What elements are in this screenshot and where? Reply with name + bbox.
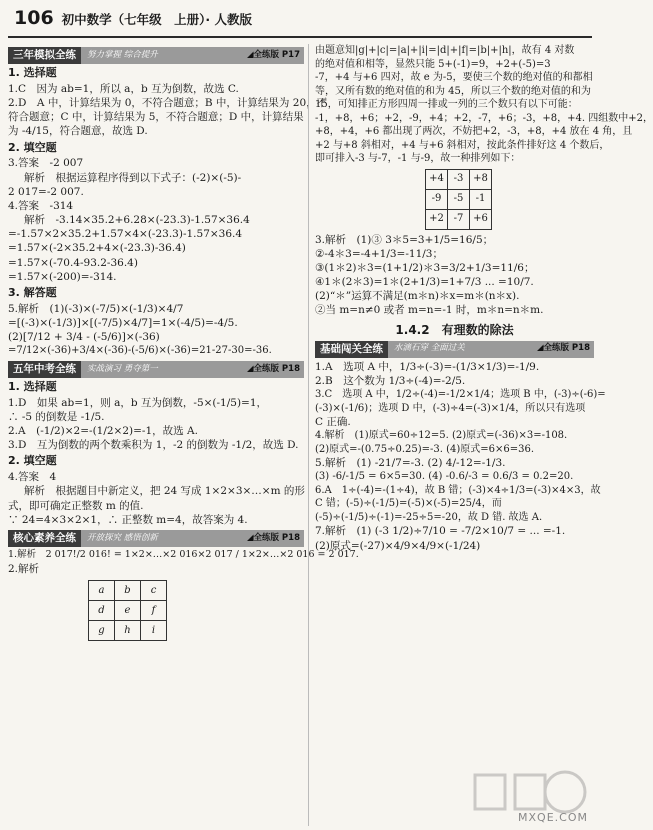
section-heading: 2. 填空题: [8, 454, 57, 468]
answer-line: 1.D 如果 ab=1，则 a，b 互为倒数，-5×(-1/5)=1，: [8, 396, 268, 409]
answer-line: 15，可知排正方形四周一排或一列的三个数只有以下可能：: [315, 99, 578, 110]
grid-cell: f: [141, 600, 167, 620]
section-heading: 1. 选择题: [8, 66, 57, 79]
band-ref: ◢全练版 P17: [246, 49, 300, 60]
answer-line: (2)“＊”运算不满足(m＊n)＊x=m＊(n＊x).: [315, 290, 520, 303]
grid-cell: -7: [448, 209, 470, 229]
band-subtitle: 水滴石穿 全面过关: [394, 343, 465, 354]
grid-cell: +8: [470, 169, 492, 189]
answer-line: 2.D A 中，计算结果为 0，不符合题意；B 中，计算结果为 20，不: [8, 97, 328, 110]
section-heading: 1. 选择题: [8, 379, 57, 393]
grid-cell: -1: [470, 189, 492, 209]
answer-line: 解析 根据题目中新定义，把 24 写成 1×2×3×…×m 的形: [24, 485, 305, 498]
answer-line: C 正确.: [315, 416, 351, 429]
answer-line: 解析 根据运算程序得到以下式子：(-2)×(-5)-: [24, 171, 242, 184]
answer-line: 3.解析 (1)③ 3＊5=3+1/5=16/5；: [315, 233, 494, 246]
page-number: 106: [14, 7, 54, 29]
grid-cell: +2: [426, 209, 448, 229]
answer-line: ②当 m=n≠0 或者 m=n=-1 时，m＊n=n＊m.: [315, 304, 544, 317]
band-subtitle: 实战演习 勇夺第一: [87, 363, 158, 374]
answer-line: ④1＊(2＊3)=1＊(2+1/3)=1+7/3 ... =10/7.: [315, 276, 534, 289]
answer-line: +8，+4，+6 都出现了两次，不妨把+2，-3，+8，+4 放在 4 角，且: [315, 126, 633, 137]
answer-line: ③(1＊2)＊3=(1+1/2)＊3=3/2+1/3=11/6；: [315, 261, 535, 274]
answer-line: =7/12×(-36)+3/4×(-36)-(-5/6)×(-36)=21-27-30=-36.: [8, 345, 272, 357]
answer-line: 2.B 这个数为 1/3÷(-4)=-2/5.: [315, 374, 466, 387]
answer-line: 由题意知|g|+|c|=|a|+|i|=|d|+|f|=|b|+|h|，故有 4 对数: [315, 45, 575, 56]
band-ref: ◢全练版 P18: [246, 363, 300, 374]
lesson-title: 1.4.2 有理数的除法: [395, 322, 514, 337]
letter-grid: [88, 580, 167, 641]
band-ref: ◢全练版 P18: [246, 532, 300, 543]
answer-line: =1.57×(-2×35.2+4×(-23.3)-36.4): [8, 242, 186, 255]
answer-line: (-3)×(-1/6)；选项 D 中，(-3)÷4=(-3)×1/4，所以只有选项: [315, 402, 586, 414]
section-heading: 3. 解答题: [8, 285, 57, 299]
answer-line: ∵ 24=4×3×2×1，∴ 正整数 m=4，故答案为 4.: [8, 513, 248, 526]
right-column: [308, 44, 653, 826]
band-three-year: [8, 47, 304, 64]
answer-line: 3.C 选项 A 中，1/2÷(-4)=-1/2×1/4；选项 B 中，(-3)÷(-6)=: [315, 389, 606, 401]
band-title: 基础闯关全练: [315, 341, 388, 358]
grid-cell: +6: [470, 209, 492, 229]
answer-line: C 错；(-5)÷(-1/5)=(-5)×(-5)=25/4，而: [315, 498, 502, 510]
answer-line: =1.57×(-70.4-93.2-36.4): [8, 256, 138, 269]
answer-line: (2)[7/12 + 3/4 - (-5/6)]×(-36): [8, 331, 160, 344]
answer-line: 等，又所有数的绝对值的和为 45，所以三个数的绝对值的和为: [315, 85, 591, 97]
answer-line: 即可排入-3 与-7，-1 与-9，故一种排列如下：: [315, 153, 521, 164]
answer-line: (-5)÷(-1/5)÷(-1)=-25÷5=-20，故 D 错. 故选 A.: [315, 511, 543, 523]
answer-line: 解析 -3.14×35.2+6.28×(-23.3)-1.57×36.4: [24, 214, 250, 227]
answer-line: 4.答案 4: [8, 471, 57, 484]
answer-line: -1，+8，+6；+2，-9，+4；+2，-7，+6；-3，+8，+4. 四组数中+2，: [315, 112, 653, 124]
answer-line: ②-4＊3=-4+1/3=-11/3；: [315, 247, 443, 260]
answer-line: 3.答案 -2 007: [8, 157, 84, 170]
grid-cell: d: [89, 600, 115, 620]
header-rule: [8, 36, 592, 38]
grid-cell: h: [115, 620, 141, 640]
answer-line: 4.答案 -314: [8, 199, 74, 212]
answer-line: =[(-3)×(-1/3)]×[(-7/5)×4/7]=1×(-4/5)=-4/5.: [8, 316, 238, 329]
answer-line: =-1.57×2×35.2+1.57×4×(-23.3)-1.57×36.4: [8, 228, 243, 241]
answer-line: -7，+4 与+6 四对，故 e 为-5，要使三个数的绝对值的和都相: [315, 72, 593, 83]
grid-cell: -3: [448, 169, 470, 189]
band-title: 五年中考全练: [8, 361, 81, 378]
section-heading: 2. 填空题: [8, 140, 57, 154]
book-title: 初中数学（七年级 上册）· 人教版: [61, 12, 253, 27]
answer-line: 5.解析 (1) -21/7=-3. (2) 4/-12=-1/3.: [315, 457, 506, 470]
grid-cell: -5: [448, 189, 470, 209]
answer-line: 2 017=-2 007.: [8, 185, 84, 198]
answer-line: 为 -4/15，符合题意，故选 D.: [8, 125, 148, 138]
band-subtitle: 努力掌握 综合提升: [87, 49, 158, 60]
grid-cell: i: [141, 620, 167, 640]
band-five-year: [8, 361, 304, 378]
band-subtitle: 开放探究 感悟创新: [87, 532, 158, 543]
answer-line: ∴ -5 的倒数是 -1/5.: [8, 410, 105, 423]
band-core-literacy: [8, 530, 304, 547]
answer-line: 1.A 选项 A 中，1/3÷(-3)=-(1/3×1/3)=-1/9.: [315, 360, 540, 373]
band-title: 三年模拟全练: [8, 47, 81, 64]
grid-cell: e: [115, 600, 141, 620]
answer-line: (3) -6/-1/5 = 6×5=30. (4) -0.6/-3 = 0.6/3 = 0.2=20.: [315, 471, 574, 483]
answer-line: 的绝对值和相等，显然只能 5+(-1)=9，+2+(-5)=3: [315, 58, 551, 70]
answer-line: 式，即可确定正整数 m 的值.: [8, 499, 144, 512]
answer-line: 5.解析 (1)(-3)×(-7/5)×(-1/3)×4/7: [8, 302, 184, 315]
band-ref: ◢全练版 P18: [536, 343, 590, 354]
number-grid: [425, 169, 492, 230]
answer-line: (2)原式=-(0.75÷0.25)=-3. (4)原式=6×6=36.: [315, 443, 535, 455]
grid-cell: +4: [426, 169, 448, 189]
answer-line: 1.解析 2 017!/2 016! = 1×2×…×2 016×2 017 / 1×2×…×2 016 = 2 017.: [8, 548, 359, 560]
answer-line: 7.解析 (1) (-3 1/2)÷7/10 = -7/2×10/7 = ... =-1.: [315, 525, 566, 538]
answer-line: 1.C 因为 ab=1，所以 a，b 互为倒数，故选 C.: [8, 82, 239, 95]
watermark-text: MXQE.COM: [518, 811, 588, 825]
answer-line: =1.57×(-200)=-314.: [8, 270, 117, 283]
grid-cell: c: [141, 580, 167, 600]
answer-line: 4.解析 (1)原式=60÷12=5. (2)原式=(-36)×3=-108.: [315, 430, 568, 442]
answer-line: 3.D 互为倒数的两个数乘积为 1，-2 的倒数为 -1/2，故选 D.: [8, 439, 299, 452]
page-header: [14, 6, 252, 34]
band-basic: [315, 341, 594, 358]
grid-cell: -9: [426, 189, 448, 209]
answer-line: (2)原式=(-27)×4/9×4/9×(-1/24): [315, 539, 481, 552]
answer-line: 符合题意；C 中，计算结果为 5，不符合题意；D 中，计算结果: [8, 111, 304, 124]
answer-line: 2.A (-1/2)×2=-(1/2×2)=-1，故选 A.: [8, 424, 198, 437]
band-title: 核心素养全练: [8, 530, 81, 547]
answer-line: 2.解析: [8, 562, 40, 575]
answer-line: 6.A 1÷(-4)=-(1÷4)，故 B 错；(-3)×4÷1/3=(-3)×4×3，故: [315, 484, 601, 496]
grid-cell: g: [89, 620, 115, 640]
grid-cell: b: [115, 580, 141, 600]
answer-line: +2 与+8 斜相对，+4 与+6 斜相对，按此条件排好这 4 个数后，: [315, 139, 610, 151]
grid-cell: a: [89, 580, 115, 600]
